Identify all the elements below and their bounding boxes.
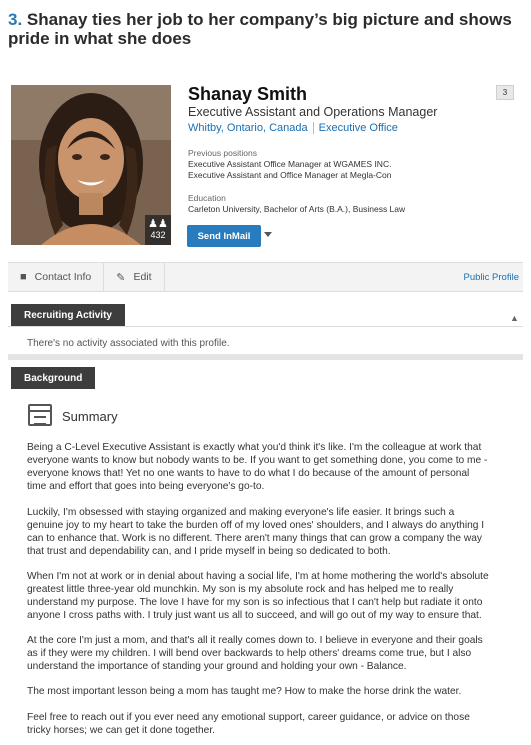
summary-paragraph (27, 711, 523, 737)
summary-line: The most important lesson being a mom has taught me? How to make the horse drink the water. (27, 686, 462, 697)
inmail-dropdown-icon[interactable] (264, 232, 272, 237)
summary-line: When I'm not at work or in denial about having a social life, I'm at home mothering the world's absolute (27, 571, 489, 582)
recruiting-empty-text: There's no activity associated with this profile. (27, 338, 230, 349)
summary-line: everyone knows that! Yet no one wants to have to do what I do because of the amount of personal (27, 468, 470, 479)
connections-count: 432 (150, 230, 166, 240)
summary-paragraph (27, 685, 523, 698)
summary-line: can to enhance that. Work is no different. There aren't many things that can grow a company the way (27, 533, 482, 544)
summary-line: understand the importance of standing your ground and holding your own - Balance. (27, 661, 407, 672)
profile-name: Shanay Smith (188, 84, 308, 104)
location-row (188, 122, 398, 134)
profile-action-bar (8, 262, 523, 292)
previous-position: Executive Assistant Office Manager at WGAMES INC. (188, 159, 392, 169)
edit-label: Edit (133, 271, 152, 283)
summary-line: anyone I cross paths with. I truly just want us all to succeed, and will go out of my way to ensure that. (27, 610, 482, 621)
summary-line: tricky horses; we can get it done together. (27, 725, 216, 736)
background-header: Background (11, 367, 95, 389)
collapse-arrow-icon[interactable]: ▲ (510, 313, 519, 323)
article-headline (8, 10, 523, 48)
summary-line: Luckily, I'm obsessed with staying organized and making everyone's life easier. It brings such a (27, 507, 455, 518)
contact-info-button[interactable] (8, 263, 104, 291)
profile-card (8, 82, 523, 742)
education-value: Carleton University, Bachelor of Arts (B.A.), Business Law (188, 204, 406, 214)
location-link[interactable]: Whitby, Ontario, Canada (188, 122, 308, 134)
headline-number: 3. (8, 10, 23, 29)
summary-line: Being a C-Level Executive Assistant is exactly what you'd think it's like. I'm the colleague at work that (27, 442, 482, 453)
connections-badge[interactable] (145, 215, 171, 245)
connection-degree-badge (496, 85, 514, 100)
education-label: Education (188, 193, 226, 203)
public-profile-link[interactable]: Public Profile (463, 271, 519, 283)
recruiting-activity-header: Recruiting Activity (11, 304, 125, 326)
summary-line: that trust and dependability can, and I pride myself in being so dedicated to both. (27, 546, 391, 557)
section-separator (8, 354, 523, 360)
summary-line: genuine joy to my heart to take the burden off of my loved ones' shoulders, and I always do anything I (27, 520, 485, 531)
summary-line: everyone wants to know but nobody wants to be. If you want to get something done, you come to me - (27, 455, 488, 466)
summary-title: Summary (62, 409, 118, 424)
summary-paragraph (27, 506, 523, 558)
pencil-icon: ✎ (116, 271, 126, 284)
people-icon: ♟♟ (148, 218, 168, 230)
send-inmail-button[interactable]: Send InMail (187, 225, 261, 247)
previous-positions-label: Previous positions (188, 148, 257, 158)
summary-line: understand my purpose. The love I have for my son is so infectious that I can't help but radiate it onto (27, 597, 483, 608)
divider (8, 326, 523, 327)
headline-text: Shanay ties her job to her company’s big picture and shows pride in what she does (8, 10, 512, 48)
profile-title: Executive Assistant and Operations Manager (188, 105, 438, 119)
summary-paragraph (27, 441, 523, 493)
card-icon: ■ (20, 271, 27, 283)
previous-position: Executive Assistant and Office Manager at Megla-Con (188, 170, 392, 180)
summary-line: greatest little three-year old munchkin. My son is my absolute rock and has helped me to really (27, 584, 454, 595)
summary-icon (28, 404, 52, 426)
contact-info-label: Contact Info (34, 271, 92, 283)
profile-photo[interactable] (11, 85, 171, 245)
edit-button[interactable] (104, 263, 164, 291)
connection-degree: 3 (502, 88, 508, 97)
summary-line: time and effort that goes into being everyone's go-to. (27, 481, 265, 492)
separator (313, 122, 314, 134)
industry-link[interactable]: Executive Office (318, 122, 398, 134)
summary-line: as if they were my children. I will bend over backwards to help others' dreams come true, but I also (27, 648, 472, 659)
summary-line: Feel free to reach out if you ever need any emotional support, career guidance, or advice on those (27, 712, 470, 723)
summary-line: At the core I'm just a mom, and that's all it really comes down to. I believe in everyone and their goals (27, 635, 483, 646)
summary-paragraph (27, 570, 523, 622)
summary-paragraph (27, 634, 523, 673)
